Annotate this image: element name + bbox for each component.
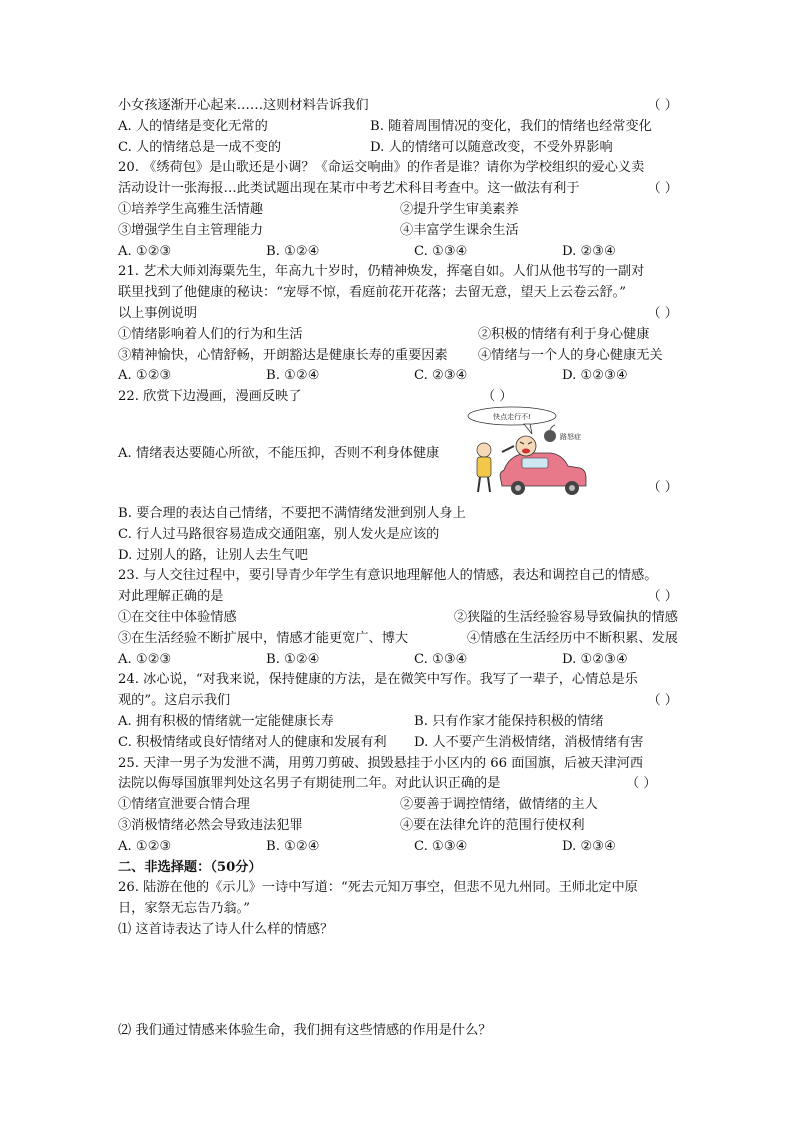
option-c: C. ②③④ [414,368,468,384]
item-4: ④情感在生活经历中不断积累、发展 [467,630,678,646]
item-4: ④丰富学生课余生活 [400,222,519,238]
q23-items-row2 [118,629,678,650]
option-c: C. 积极情绪或良好情绪对人的健康和发展有利 [118,734,387,750]
option-a: A. ①②③ [118,243,172,259]
item-1: ①在交往中体验情感 [118,609,237,625]
q21-stem-line1: 21. 艺术大师刘海粟先生，年高九十岁时，仍精神焕发，挥毫自如。人们从他书写的一副对 [118,264,645,280]
q25-items-row1 [118,795,678,816]
q23-stem-line1: 23. 与人交往过程中，要引导青少年学生有意识地理解他人的情感，表达和调控自己的情感。 [118,568,658,584]
option-a: A. ①②③ [118,651,172,667]
q23-items-row1 [118,608,678,629]
q19-options-row2 [118,138,678,159]
option-a: A. 情绪表达要随心所欲，不能压抑，否则不利身体健康 [118,445,440,461]
exam-page [118,96,678,1041]
answer-bracket: （ ） [647,479,678,495]
q22-comic-row [118,408,678,504]
q26-stem-line1: 26. 陆游在他的《示儿》一诗中写道：“死去元知万事空，但悲不见九州同。王师北定中原 [118,880,638,896]
q20-items-row1 [118,200,678,221]
q24-options-row1 [118,712,678,733]
option-d: D. 人不要产生消极情绪，消极情绪有害 [414,734,644,750]
q20-options [118,242,678,263]
comic-bubble-text: 快点走行不! [493,412,531,421]
q25-stem-line2: 法院以侮辱国旗罪判处这名男子有期徒刑二年。对此认识正确的是 （ ） [118,774,678,795]
item-1: ①培养学生高雅生活情趣 [118,201,264,217]
q26-sub1: ⑴ 这首诗表达了诗人什么样的情感？ [118,921,334,937]
answer-bracket: （ ） [626,776,657,792]
item-3: ③精神愉快，心情舒畅，开朗豁达是健康长寿的重要因素 [118,347,448,363]
option-b: B. ①②④ [266,368,320,384]
item-3: ③增强学生自主管理能力 [118,222,264,238]
answer-space [118,981,678,1021]
q21-items-row2 [118,346,678,367]
comic-tag-text: 路怒症 [560,432,581,441]
q21-options [118,366,678,387]
option-d: D. ②③④ [562,838,616,854]
item-1: ①情绪影响着人们的行为和生活 [118,326,303,342]
q25-items-row2 [118,816,678,837]
q23-options [118,650,678,671]
option-b: B. 只有作家才能保持积极的情绪 [414,713,604,729]
option-a: A. ①②③ [118,838,172,854]
item-2: ②积极的情绪有利于身心健康 [478,326,650,342]
q24-stem-line2: 观的”。这启示我们 （ ） [118,691,678,712]
q21-stem-line3: 以上事例说明 （ ） [118,304,678,325]
item-2: ②狭隘的生活经验容易导致偏执的情感 [453,609,678,625]
q25-options [118,837,678,858]
q24-options-row2 [118,733,678,754]
option-a: A. 拥有积极的情绪就一定能健康长寿 [118,713,334,729]
option-a: A. ①②③ [118,368,172,384]
q21-items-row1 [118,325,678,346]
q25-stem-line1: 25. 天津一男子为发泄不满，用剪刀剪破、损毁悬挂于小区内的 66 面国旗，后被天津河西 [118,755,644,771]
answer-bracket: （ ） [482,389,513,405]
q26-stem-line2: 日，家祭无忘告乃翁。” [118,901,251,917]
answer-space [118,941,678,981]
q20-stem-line2: 活动设计一张海报…此类试题出现在某市中考艺术科目考查中。这一做法有利于 （ ） [118,179,678,200]
option-b: B. 随着周围情况的变化，我们的情绪也经常变化 [370,118,652,134]
item-1: ①情绪宣泄要合情合理 [118,797,250,813]
road-rage-cartoon [462,406,590,502]
option-c: C. 行人过马路很容易造成交通阻塞，别人发火是应该的 [118,526,440,542]
q26-sub2: ⑵ 我们通过情感来体验生命，我们拥有这些情感的作用是什么？ [118,1022,492,1038]
option-b: B. ①②④ [266,838,320,854]
q19-stem: 小女孩逐渐开心起来……这则材料告诉我们 （ ） [118,96,678,117]
q20-stem-line1: 20. 《绣荷包》是山歌还是小调？《命运交响曲》的作者是谁？请你为学校组织的爱心义卖 [118,160,645,176]
option-b: B. ①②④ [266,243,320,259]
answer-bracket: （ ） [647,98,678,113]
answer-bracket: （ ） [647,589,678,605]
option-b: B. 要合理的表达自己情绪，不要把不满情绪发泄到别人身上 [118,505,466,521]
option-d: D. ①②③④ [562,368,628,384]
q24-stem-line1: 24. 冰心说，“对我来说，保持健康的方法，是在微笑中写作。我写了一辈子，心情总是乐 [118,672,638,688]
option-c: C. 人的情绪总是一成不变的 [118,139,282,155]
section-heading: 二、非选择题：（50分） [118,859,262,875]
option-c: C. ①③④ [414,838,468,854]
option-d: D. 过别人的路，让别人去生气吧 [118,547,308,563]
option-b: B. ①②④ [266,651,320,667]
item-4: ④情绪与一个人的身心健康无关 [478,347,663,363]
item-2: ②要善于调控情绪，做情绪的主人 [400,797,598,813]
answer-bracket: （ ） [647,305,678,321]
option-d: D. 人的情绪可以随意改变，不受外界影响 [370,139,613,155]
answer-bracket: （ ） [647,693,678,709]
option-d: D. ②③④ [562,243,616,259]
item-4: ④要在法律允许的范围行使权利 [400,817,585,833]
option-c: C. ①③④ [414,243,468,259]
item-3: ③消极情绪必然会导致违法犯罪 [118,817,303,833]
q22-stem: 22. 欣赏下边漫画，漫画反映了 （ ） [118,387,678,408]
item-2: ②提升学生审美素养 [400,201,519,217]
item-3: ③在生活经验不断扩展中，情感才能更宽广、博大 [118,630,409,646]
option-a: A. 人的情绪是变化无常的 [118,118,268,134]
q23-stem-line2: 对此理解正确的是 （ ） [118,587,678,608]
q20-items-row2 [118,221,678,242]
q19-options-row1 [118,117,678,138]
option-d: D. ①②③④ [562,651,628,667]
answer-bracket: （ ） [647,181,678,197]
q21-stem-line2: 联里找到了他健康的秘诀：“宠辱不惊，看庭前花开花落；去留无意，望天上云卷云舒。” [118,285,627,301]
option-c: C. ①③④ [414,651,468,667]
